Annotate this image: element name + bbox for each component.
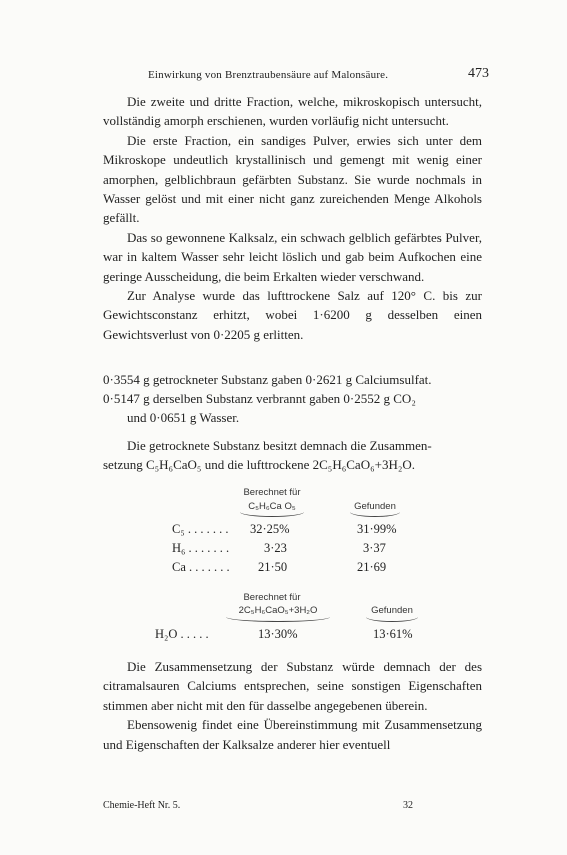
paragraph: Ebensowenig findet eine Übereinstimmung mit Zusammensetzung und Eigenschaften der Kalksalze anderer hier eventuell [103,717,482,752]
page-number: 473 [468,66,489,81]
printer-signature: 32 [403,800,413,811]
paragraph: Die erste Fraction, ein sandiges Pulver, erwies sich unter dem Mikroskope undeutlich krystallinisch und gemengt mit wenig einer amorphen, gelblichbraun gefärbten Substanz. Sie wurde nochmals in Wasser gelöst und mit einer nicht ganz zureichenden Menge Alkohols gefällt. [103,132,482,226]
running-title: Einwirkung von Brenztraubensäure auf Malonsäure. [148,69,389,81]
paragraph: Die zweite und dritte Fraction, welche, mikroskopisch untersucht, vollständig amorph erschienen, wurden vorläufig nicht untersucht. [103,94,482,129]
measurement-line: 0·5147 g derselben Substanz verbrannt gaben 0·2552 g CO₂ [103,391,416,406]
table-brace [366,617,418,622]
composition-block [103,436,482,474]
table-header-calc: Berechnet für [243,487,301,498]
table-cell-calc: 21·50 [258,560,288,574]
composition-line: Die getrocknete Substanz besitzt demnach die Zusammen- [127,438,432,453]
table-row-label: H₂O . . . . . [155,627,209,641]
table-row-label: H₆ . . . . . . . [172,541,230,555]
table-cell-found: 13·61% [373,627,413,641]
table-cell-calc: 3·23 [264,541,287,555]
table-cell-calc: 32·25% [250,522,290,536]
table-cell-calc: 13·30% [258,627,298,641]
table-cell-found: 21·69 [357,560,387,574]
paragraph: Das so gewonnene Kalksalz, ein schwach gelblich gefärbtes Pulver, war in kaltem Wasser sehr leicht löslich und gab beim Aufkochen eine geringe Ausscheidung, die beim Erkalten wieder verschwand. [103,229,482,284]
table-header-formula: 2C₅H₆CaO₅+3H₂O [238,605,318,616]
table-brace [350,512,400,517]
table-brace [240,512,304,517]
table-cell-found: 31·99% [357,522,397,536]
measurement-block [103,370,482,427]
body-text-bottom [103,657,482,754]
measurement-line: 0·3554 g getrockneter Substanz gaben 0·2621 g Calciumsulfat. [103,372,432,387]
composition-line: setzung C₅H₆CaO₅ und die lufttrockene 2C₅H₆CaO₆+3H₂O. [103,457,416,472]
table-brace [226,617,330,622]
table-header-formula: C₅H₆Ca O₅ [248,501,296,512]
paragraph: Zur Analyse wurde das lufttrockene Salz auf 120° C. bis zur Gewichtsconstanz erhitzt, wobei 1·6200 g desselben einen Gewichtsverlust von 0·2205 g erlitten. [103,288,482,342]
table-header-calc: Berechnet für [243,592,301,603]
table-cell-found: 3·37 [363,541,386,555]
body-text-top [103,92,482,344]
table-header-found: Gefunden [354,501,396,512]
table-row-label: C₅ . . . . . . . [172,522,229,536]
table-header-found: Gefunden [371,605,413,616]
paragraph: Die Zusammensetzung der Substanz würde demnach der des citramalsauren Calciums entsprechen, seine sonstigen Eigenschaften stimmen aber nicht mit den für dasselbe angegebenen überein. [103,659,482,713]
page-header [90,66,489,86]
journal-signature: Chemie-Heft Nr. 5. [103,800,181,811]
table-row-label: Ca . . . . . . . [172,560,230,574]
measurement-line: und 0·0651 g Wasser. [127,410,240,425]
